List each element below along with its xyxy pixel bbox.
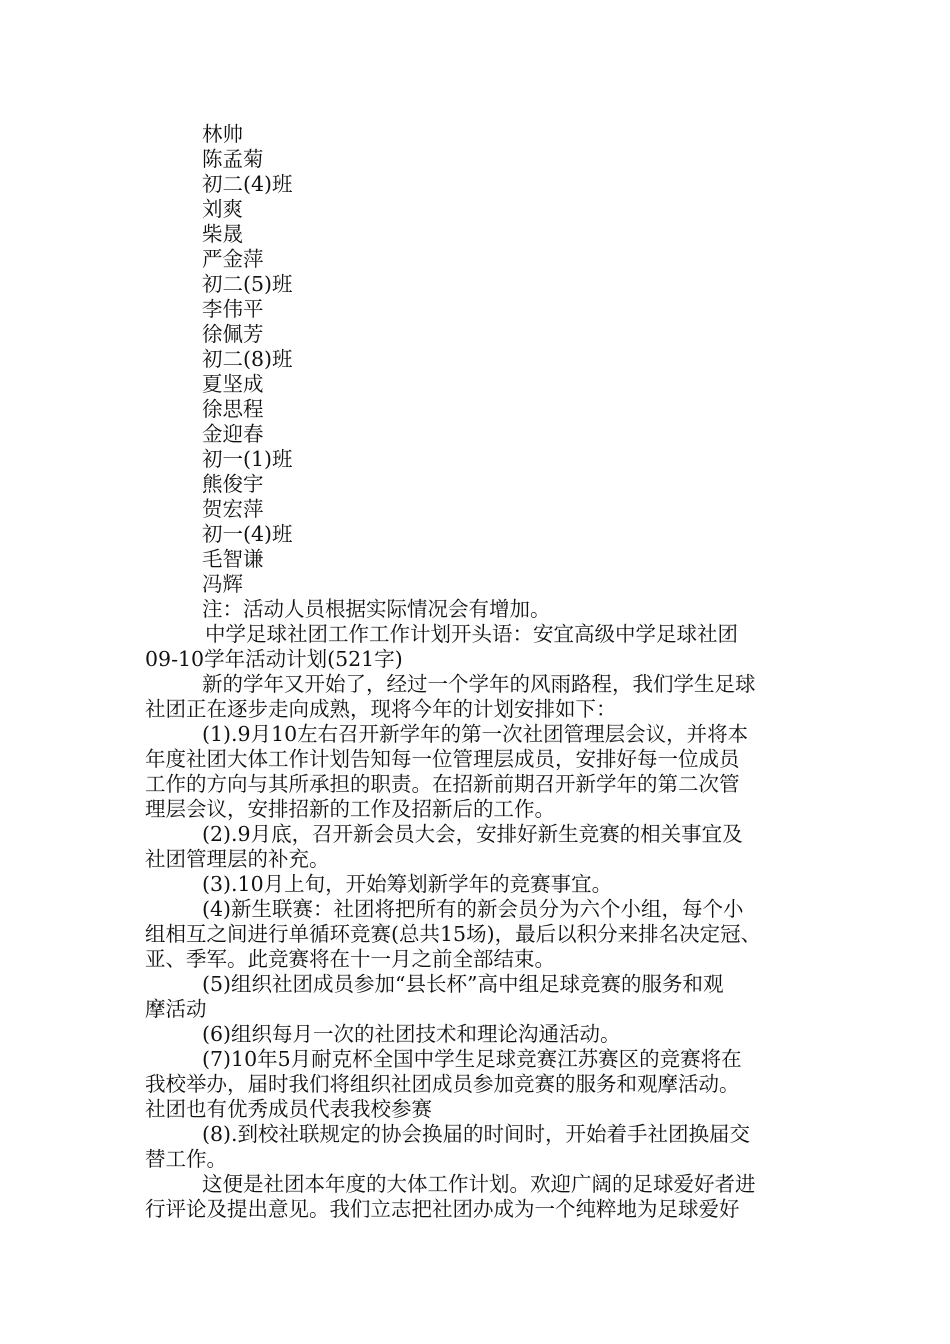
paragraph-line: (5)组织社团成员参加“县长杯”高中组足球竞赛的服务和观 <box>202 972 724 996</box>
paragraph-line: (8).到校社联规定的协会换届的时间时，开始着手社团换届交 <box>202 1122 751 1146</box>
plan-item-1 <box>145 722 820 822</box>
list-item: 初一(1)班 <box>202 447 293 471</box>
plan-item-5 <box>145 972 820 1022</box>
note-line: 注：活动人员根据实际情况会有增加。 <box>202 597 551 621</box>
plan-item-2 <box>145 822 820 872</box>
paragraph-line: 替工作。 <box>145 1147 227 1171</box>
paragraph-line: 工作的方向与其所承担的职责。在招新前期召开新学年的第二次管 <box>145 772 740 796</box>
list-item: 柴晟 <box>202 222 243 246</box>
paragraph-line: 社团管理层的补充。 <box>145 847 330 871</box>
member-list <box>145 122 820 622</box>
paragraph-line: (2).9月底，召开新会员大会，安排好新生竞赛的相关事宜及 <box>202 822 743 846</box>
closing-paragraph <box>145 1172 820 1222</box>
paragraph-line: 这便是社团本年度的大体工作计划。欢迎广阔的足球爱好者进 <box>202 1172 756 1196</box>
plan-item-3 <box>145 872 820 897</box>
plan-title-line-2: 09-10学年活动计划(521字) <box>145 647 403 671</box>
list-item: 严金萍 <box>202 247 264 271</box>
plan-item-7 <box>145 1047 820 1122</box>
paragraph-line: 组相互之间进行单循环竞赛(总共15场)，最后以积分来排名决定冠、 <box>145 922 762 946</box>
list-item: 熊俊宇 <box>202 472 264 496</box>
list-item: 徐思程 <box>202 397 264 421</box>
list-item: 李伟平 <box>202 297 264 321</box>
paragraph-line: 社团也有优秀成员代表我校参赛 <box>145 1097 432 1121</box>
plan-title-line-1: 中学足球社团工作工作计划开头语：安宜高级中学足球社团 <box>205 622 738 646</box>
list-item: 初二(4)班 <box>202 172 293 196</box>
document-body <box>145 122 820 1222</box>
paragraph-line: 摩活动 <box>145 997 207 1021</box>
list-item: 金迎春 <box>202 422 264 446</box>
list-item: 徐佩芳 <box>202 322 264 346</box>
list-item: 冯辉 <box>202 572 243 596</box>
plan-item-4 <box>145 897 820 972</box>
paragraph-line: 我校举办，届时我们将组织社团成员参加竞赛的服务和观摩活动。 <box>145 1072 740 1096</box>
paragraph-line: (1).9月10左右召开新学年的第一次社团管理层会议，并将本 <box>202 722 749 746</box>
paragraph-line: 新的学年又开始了，经过一个学年的风雨路程，我们学生足球 <box>202 672 756 696</box>
paragraph-line: 理层会议，安排招新的工作及招新后的工作。 <box>145 797 555 821</box>
paragraph-line: (6)组织每月一次的社团技术和理论沟通活动。 <box>202 1022 621 1046</box>
intro-paragraph <box>145 672 820 722</box>
plan-item-6 <box>145 1022 820 1047</box>
plan-item-8 <box>145 1122 820 1172</box>
list-item: 初二(5)班 <box>202 272 293 296</box>
list-item: 林帅 <box>202 122 243 146</box>
list-item: 初二(8)班 <box>202 347 293 371</box>
paragraph-line: 行评论及提出意见。我们立志把社团办成为一个纯粹地为足球爱好 <box>145 1197 740 1221</box>
list-item: 夏坚成 <box>202 372 264 396</box>
paragraph-line: (7)10年5月耐克杯全国中学生足球竞赛江苏赛区的竞赛将在 <box>202 1047 742 1071</box>
list-item: 毛智谦 <box>202 547 264 571</box>
paragraph-line: 年度社团大体工作计划告知每一位管理层成员，安排好每一位成员 <box>145 747 740 771</box>
list-item: 陈孟菊 <box>202 147 264 171</box>
paragraph-line: 亚、季军。此竞赛将在十一月之前全部结束。 <box>145 947 555 971</box>
paragraph-line: (4)新生联赛：社团将把所有的新会员分为六个小组，每个小 <box>202 897 744 921</box>
paragraph-line: (3).10月上旬，开始筹划新学年的竞赛事宜。 <box>202 872 613 896</box>
list-item: 贺宏萍 <box>202 497 264 521</box>
list-item: 初一(4)班 <box>202 522 293 546</box>
paragraph-line: 社团正在逐步走向成熟，现将今年的计划安排如下： <box>145 697 617 721</box>
list-item: 刘爽 <box>202 197 243 221</box>
